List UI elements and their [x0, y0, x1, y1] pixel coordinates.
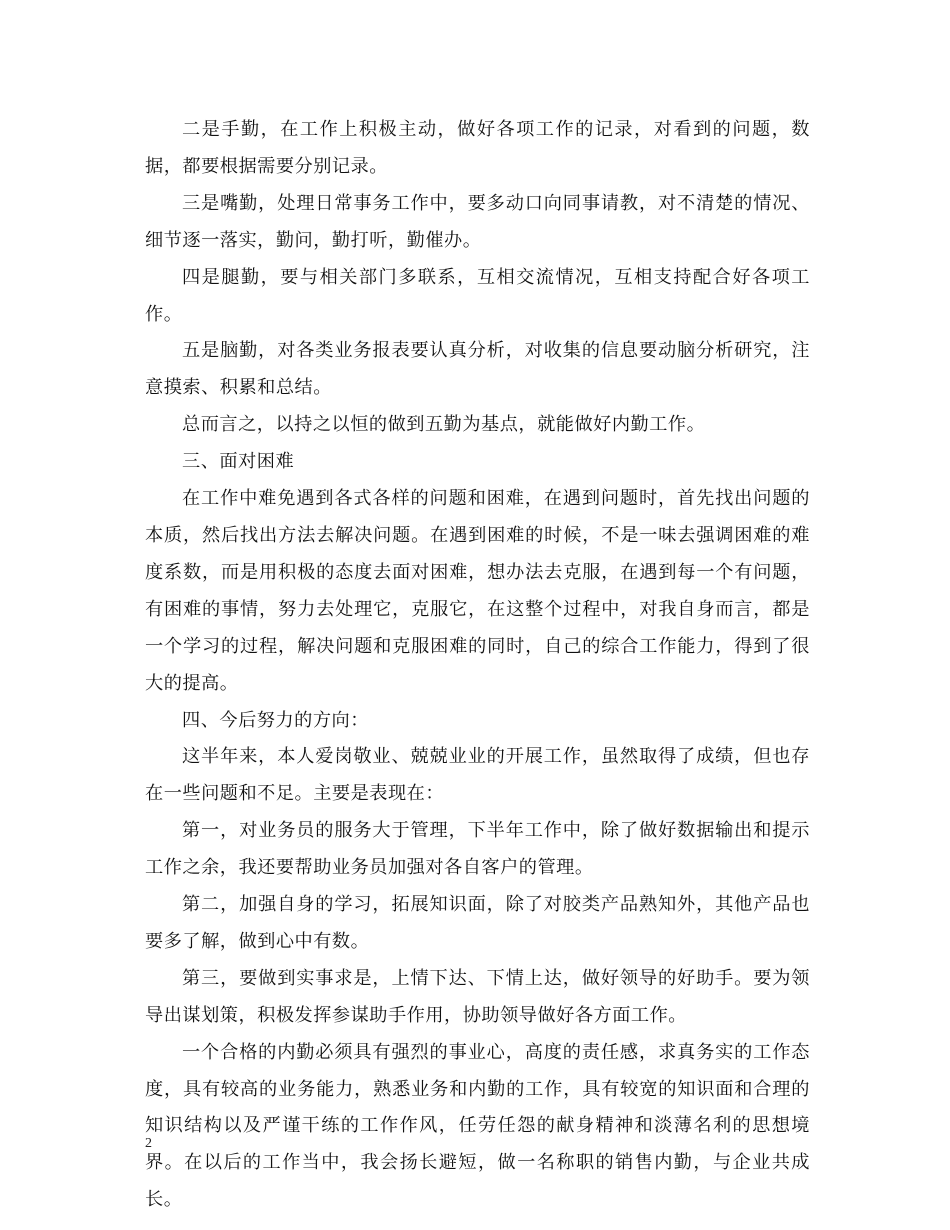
paragraph-second-point: 第二，加强自身的学习，拓展知识面，除了对胶类产品熟知外，其他产品也要多了解，做到心中有数。: [145, 894, 810, 952]
paragraph-summary: 总而言之，以持之以恒的做到五勤为基点，就能做好内勤工作。: [182, 414, 706, 436]
paragraph-difficulties: 在工作中难免遇到各式各样的问题和困难，在遇到问题时，首先找出问题的本质，然后找出方法去解决问题。在遇到困难的时候，不是一味去强调困难的难度系数，而是用积极的态度去面对困难，想办法去克服，在遇到每一个有问题，有困难的事情，努力去处理它，克服它，在这整个过程中，对我自身而言，都是一个学习的过程，解决问题和克服困难的同时，自己的综合工作能力，得到了很大的提高。: [145, 488, 810, 694]
paragraph-third-point: 第三，要做到实事求是，上情下达、下情上达，做好领导的好助手。要为领导出谋划策，积极发挥参谋助手作用，协助领导做好各方面工作。: [145, 967, 810, 1026]
paragraph-hand-diligence: 二是手勤，在工作上积极主动，做好各项工作的记录，对看到的问题，数据，都要根据需要分别记录。: [145, 119, 810, 177]
paragraph-conclusion: 一个合格的内勤必须具有强烈的事业心，高度的责任感，求真务实的工作态度，具有较高的业务能力，熟悉业务和内勤的工作，具有较宽的知识面和合理的知识结构以及严谨干练的工作作风，任劳任怨的献身精神和淡薄名利的思想境界。在以后的工作当中，我会扬长避短，做一名称职的销售内勤，与企业共成长。: [145, 1041, 810, 1211]
body-text: [145, 112, 810, 1219]
paragraph-first-point: 第一，对业务员的服务大于管理，下半年工作中，除了做好数据输出和提示工作之余，我还要帮助业务员加强对各自客户的管理。: [145, 820, 810, 879]
paragraph-brain-diligence: 五是脑勤，对各类业务报表要认真分析，对收集的信息要动脑分析研究，注意摸索、积累和总结。: [145, 340, 810, 399]
paragraph-leg-diligence: 四是腿勤，要与相关部门多联系，互相交流情况，互相支持配合好各项工作。: [145, 266, 810, 325]
section-heading-difficulties: 三、面对困难: [182, 451, 295, 473]
paragraph-mouth-diligence: 三是嘴勤，处理日常事务工作中，要多动口向同事请教，对不清楚的情况、细节逐一落实，勤问，勤打听，勤催办。: [145, 192, 810, 251]
section-heading-future-direction: 四、今后努力的方向：: [182, 709, 369, 731]
page-number: 2: [145, 1136, 152, 1151]
paragraph-half-year-review: 这半年来，本人爱岗敬业、兢兢业业的开展工作，虽然取得了成绩，但也存在一些问题和不足。主要是表现在：: [145, 746, 810, 805]
